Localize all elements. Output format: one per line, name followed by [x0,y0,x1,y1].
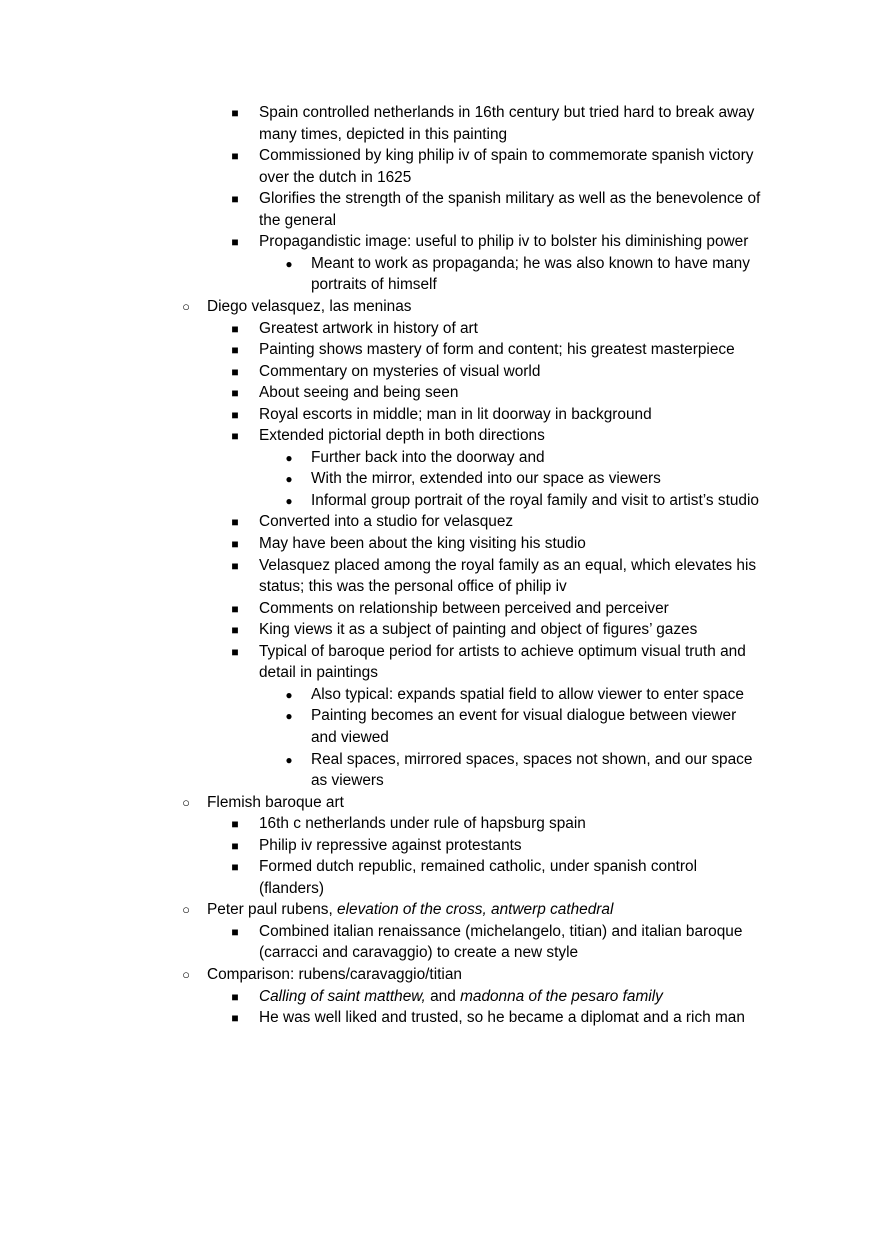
list-item-level-2 [0,231,880,253]
list-item-level-1 [0,792,880,814]
bullet-icon: ● [285,472,293,487]
italic-title: Calling of saint matthew, [259,987,426,1005]
list-item-text: 16th c netherlands under rule of hapsburg spain [259,815,586,833]
list-item-level-3 [0,468,880,490]
list-item-continuation [0,770,880,792]
list-item-level-2 [0,404,880,426]
list-item-continuation [0,942,880,964]
list-item-continuation [0,576,880,598]
bullet-icon: ● [285,752,293,767]
list-item-text: Informal group portrait of the royal family and visit to artist’s studio [311,491,759,509]
list-item-text: (carracci and caravaggio) to create a new style [259,944,579,962]
list-item-level-1 [0,964,880,986]
list-item-level-3 [0,705,880,727]
list-item-text: With the mirror, extended into our space as viewers [311,470,661,488]
bullet-icon: ■ [231,386,239,401]
bullet-icon: ■ [231,623,239,638]
list-item-level-2 [0,813,880,835]
bullet-icon: ■ [231,106,239,120]
list-item-level-2 [0,533,880,555]
list-item-level-2 [0,856,880,878]
bullet-icon: ● [285,687,293,702]
list-item-text: Meant to work as propaganda; he was also known to have many [311,254,750,272]
list-item-text: Philip iv repressive against protestants [259,836,522,854]
list-item-text: Comments on relationship between perceived and perceiver [259,599,669,617]
list-item-text: Flemish baroque art [207,793,344,811]
bullet-icon: ■ [231,644,239,659]
bullet-icon: ■ [231,924,239,939]
bullet-icon: ■ [231,515,239,530]
list-item-text: Spain controlled netherlands in 16th century but tried hard to break away [259,104,755,121]
list-item-text: Commentary on mysteries of visual world [259,362,541,380]
list-item-level-3 [0,684,880,706]
bullet-icon: ○ [182,902,190,918]
bullet-icon: ■ [231,235,239,250]
list-item-text: Diego velasquez, las meninas [207,297,412,315]
list-item-text: Royal escorts in middle; man in lit doorway in background [259,405,652,423]
bullet-icon: ■ [231,601,239,616]
bullet-icon: ● [285,450,293,465]
list-item-text: Further back into the doorway and [311,448,545,466]
list-item-level-2 [0,1007,880,1029]
list-item-text [207,899,613,921]
bullet-icon: ■ [231,558,239,573]
list-item-continuation [0,878,880,900]
list-item-text: Real spaces, mirrored spaces, spaces not shown, and our space [311,750,753,768]
list-item-level-1 [0,296,880,318]
bullet-icon: ■ [231,149,239,164]
list-item-text: Comparison: rubens/caravaggio/titian [207,966,462,983]
list-item-continuation [0,167,880,189]
list-item-text: Also typical: expands spatial field to allow viewer to enter space [311,685,744,703]
list-item-level-2 [0,361,880,383]
bullet-icon: ■ [231,1011,239,1026]
list-item-text: Propagandistic image: useful to philip iv to bolster his diminishing power [259,233,749,251]
bullet-icon: ■ [231,989,239,1004]
list-item-text: many times, depicted in this painting [259,125,508,143]
list-item-level-2 [0,619,880,641]
list-item-text: Combined italian renaissance (michelangelo, titian) and italian baroque [259,922,743,940]
bullet-icon: ■ [231,860,239,875]
bullet-icon: ● [285,256,293,271]
bullet-icon: ○ [182,794,190,810]
list-item-text: Velasquez placed among the royal family as an equal, which elevates his [259,556,757,574]
list-item-text: He was well liked and trusted, so he became a diplomat and a rich man [259,1009,745,1027]
list-item-continuation [0,274,880,296]
list-item-continuation [0,727,880,749]
list-item-level-2 [0,511,880,533]
bullet-icon: ■ [231,192,239,207]
bullet-icon: ■ [231,537,239,551]
bullet-icon: ○ [182,298,190,314]
bullet-icon: ■ [231,838,239,853]
bullet-icon: ● [285,493,293,508]
list-item-text: (flanders) [259,879,325,897]
list-item-continuation [0,124,880,146]
list-item-text: over the dutch in 1625 [259,168,412,186]
list-item-level-2 [0,145,880,167]
text-run: Peter paul rubens, [207,901,338,919]
list-item-level-2 [0,102,880,124]
bullet-icon: ● [285,709,293,724]
list-item-level-2 [0,188,880,210]
italic-title: elevation of the cross, antwerp cathedral [337,901,614,919]
list-item-text: the general [259,211,337,229]
list-item-text: Painting becomes an event for visual dialogue between viewer [311,707,737,725]
list-item-level-2 [0,921,880,943]
list-item-level-2 [0,318,880,340]
bullet-icon: ○ [182,967,190,982]
list-item-text [259,986,663,1008]
list-item-text: status; this was the personal office of philip iv [259,578,567,596]
list-item-level-2 [0,641,880,663]
list-item-text: Glorifies the strength of the spanish military as well as the benevolence of [259,190,761,208]
list-item-level-3 [0,749,880,771]
list-item-level-2 [0,835,880,857]
list-item-continuation [0,662,880,684]
list-item-text: detail in paintings [259,664,378,682]
bullet-icon: ■ [231,407,239,422]
list-item-continuation [0,210,880,232]
list-item-text: Commissioned by king philip iv of spain to commemorate spanish victory [259,147,754,165]
list-item-text: Typical of baroque period for artists to achieve optimum visual truth and [259,642,746,660]
list-item-text: portraits of himself [311,276,437,294]
list-item-level-2 [0,425,880,447]
list-item-text: Painting shows mastery of form and content; his greatest masterpiece [259,341,735,359]
list-item-text: May have been about the king visiting his studio [259,535,586,552]
list-item-level-2 [0,555,880,577]
list-item-text: Extended pictorial depth in both directions [259,427,545,445]
list-item-level-2 [0,986,880,1008]
bullet-icon: ■ [231,321,239,336]
italic-title: madonna of the pesaro family [460,987,663,1005]
list-item-level-3 [0,447,880,469]
list-item-level-2 [0,339,880,361]
list-item-text: Formed dutch republic, remained catholic, under spanish control [259,858,698,876]
list-item-text: About seeing and being seen [259,384,459,402]
list-item-text: Converted into a studio for velasquez [259,513,514,531]
bullet-icon: ■ [231,429,239,444]
list-item-level-1 [0,899,880,921]
bullet-icon: ■ [231,364,239,379]
list-item-level-2 [0,382,880,404]
list-item-text: Greatest artwork in history of art [259,319,478,337]
list-item-level-3 [0,253,880,275]
bullet-icon: ■ [231,817,239,832]
list-item-text: as viewers [311,772,384,790]
list-item-text: King views it as a subject of painting and object of figures’ gazes [259,621,698,639]
list-item-level-2 [0,598,880,620]
text-run: and [425,987,461,1005]
bullet-icon: ■ [231,343,239,358]
list-item-text: and viewed [311,728,389,746]
list-item-level-3 [0,490,880,512]
